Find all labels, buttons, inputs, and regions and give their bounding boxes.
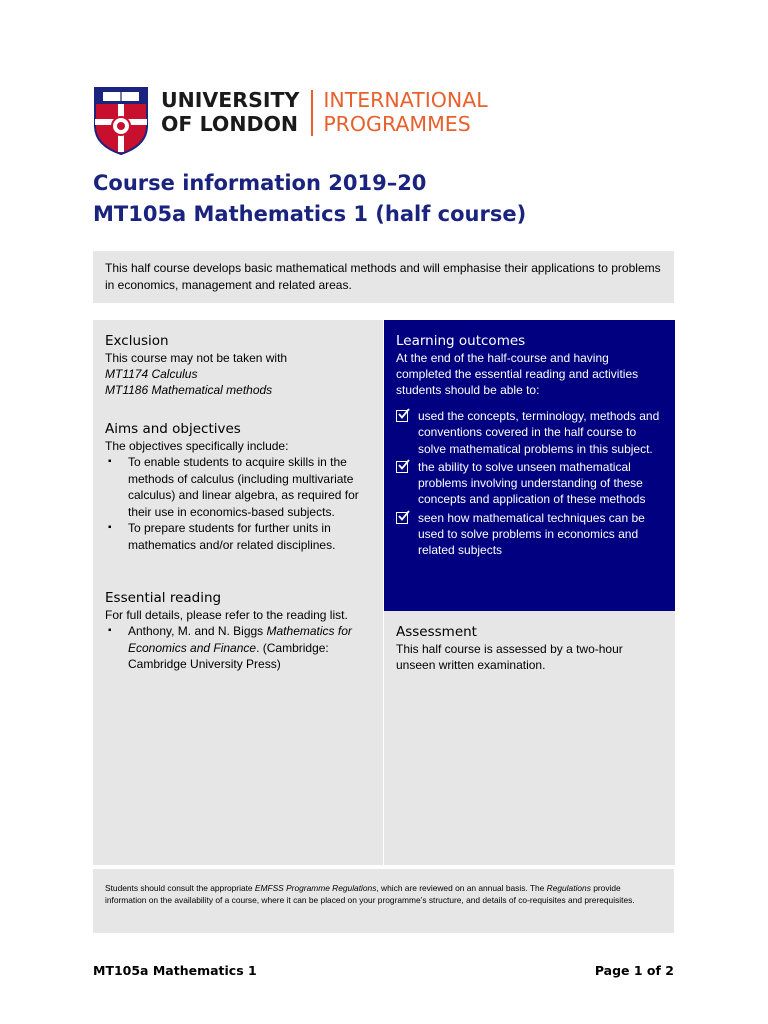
regulations-link-text: EMFSS Programme Regulations — [254, 883, 377, 893]
course-intro: This half course develops basic mathematical methods and will emphasise their applications to problems in economics, management and related areas. — [93, 251, 674, 303]
learning-outcome-item — [396, 459, 663, 508]
learning-outcomes-intro: At the end of the half-course and having completed the essential reading and activities students should be able to: — [396, 351, 639, 397]
title-line2: MT105a Mathematics 1 (half course) — [93, 202, 527, 226]
book-author: Anthony, M. and N. Biggs — [128, 624, 267, 638]
header — [93, 86, 693, 156]
learning-outcome-item — [396, 408, 663, 457]
programmes-name — [323, 88, 487, 136]
assessment-text: This half course is assessed by a two-hour unseen written examination. — [396, 642, 623, 672]
footer-page-number: Page 1 of 2 — [594, 963, 674, 978]
notice-text: provide information on the availability of a course, where it can be placed on your programme’s structure, and details of co-requisites and prerequisites. — [105, 883, 635, 905]
exclusion-text: This course may not be taken with — [105, 351, 288, 365]
footer-course-name: MT105a Mathematics 1 — [93, 963, 257, 978]
learning-outcome-text: seen how mathematical techniques can be used to solve problems in economics and related subjects — [418, 510, 645, 558]
page-title — [93, 168, 526, 230]
exclusion-heading: Exclusion — [105, 333, 169, 349]
assessment-heading: Assessment — [396, 624, 477, 640]
left-column — [93, 320, 383, 865]
exclusion-item: MT1186 Mathematical methods — [105, 383, 273, 397]
notice-text: , which are reviewed on an annual basis. The — [376, 883, 547, 893]
checkbox-checked-icon — [396, 461, 408, 473]
reading-item — [105, 623, 371, 673]
book-title: Mathematics for Economics and Finance — [128, 624, 352, 655]
reading-list — [105, 623, 371, 673]
programmes-name-line2: PROGRAMMES — [323, 112, 471, 136]
university-name-line2: OF LONDON — [161, 112, 299, 136]
checkbox-checked-icon — [396, 512, 408, 524]
assessment-section — [384, 611, 675, 865]
learning-outcome-text: used the concepts, terminology, methods and conventions covered in the half course to solve mathematical problems in this subject. — [418, 409, 660, 456]
aims-item: ▪ To prepare students for further units in mathematics and/or related disciplines. — [105, 520, 371, 553]
aims-section — [105, 420, 371, 553]
aims-heading: Aims and objectives — [105, 421, 241, 437]
aims-list — [105, 454, 371, 553]
regulations-notice — [93, 869, 674, 933]
learning-outcome-item — [396, 510, 663, 559]
checkbox-checked-icon — [396, 410, 408, 422]
learning-outcomes-box — [384, 320, 675, 611]
university-crest-icon — [93, 86, 149, 156]
notice-text: Students should consult the appropriate — [105, 883, 255, 893]
exclusion-section — [105, 332, 371, 398]
aims-item: ▪ To enable students to acquire skills in the methods of calculus (including multivariate calculus) and linear algebra, as required for their use in economics-based subjects. — [105, 454, 371, 520]
university-name — [161, 88, 299, 136]
learning-outcomes-list — [396, 408, 663, 559]
learning-outcomes-heading: Learning outcomes — [396, 333, 526, 349]
exclusion-item: MT1174 Calculus — [105, 367, 198, 381]
regulations-text: Regulations — [546, 883, 591, 893]
programmes-name-line1: INTERNATIONAL — [323, 88, 488, 112]
reading-intro: For full details, please refer to the reading list. — [105, 608, 348, 622]
reading-section — [105, 589, 371, 673]
header-divider — [311, 90, 313, 136]
title-line1: Course information 2019–20 — [93, 171, 427, 195]
learning-outcome-text: the ability to solve unseen mathematical problems involving understanding of these concepts and application of these methods — [418, 459, 646, 507]
university-name-line1: UNIVERSITY — [161, 88, 300, 112]
aims-intro: The objectives specifically include: — [105, 439, 289, 453]
book-publisher: . (Cambridge: Cambridge University Press) — [128, 640, 329, 671]
reading-heading: Essential reading — [105, 590, 222, 606]
